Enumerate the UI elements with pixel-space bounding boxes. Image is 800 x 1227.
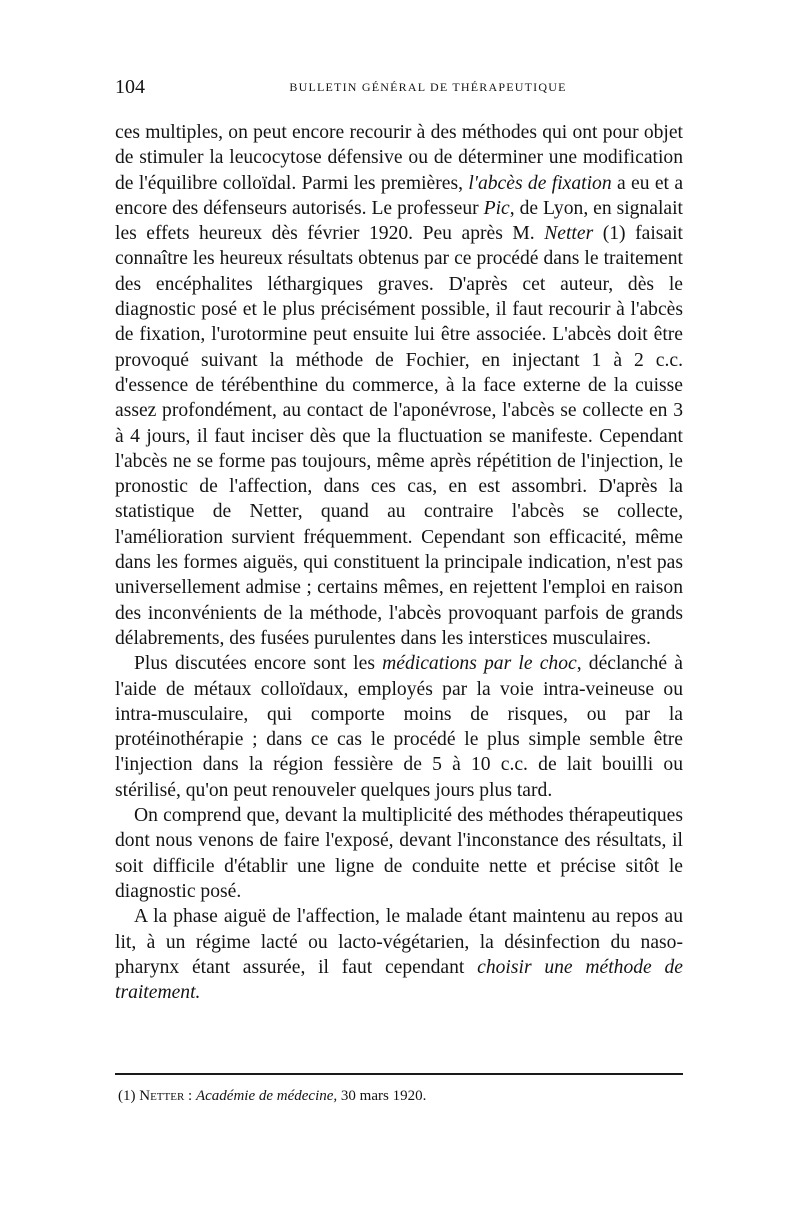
paragraph-2: Plus discutées encore sont les médications par le choc, déclanché à l'aide de métaux colloïdaux, employés par la voie intra-veineuse ou intra-musculaire, qui comporte moins de risques, ou par la protéinothérapie ; dans ce cas le procédé le plus simple semble être l'injection dans la région fessière de 5 à 10 c.c. de lait bouilli ou stérilisé, qu'on peut renouveler quelques jours plus tard. (115, 653, 683, 801)
emphasis-medications-par-le-choc: médications par le choc (382, 653, 577, 675)
emphasis-choisir-une-methode: choisir une méthode de traitement. (115, 956, 683, 1004)
running-title: BULLETIN GÉNÉRAL DE THÉRAPEUTIQUE (289, 80, 567, 94)
page-number: 104 (115, 76, 145, 98)
page-header (115, 76, 683, 100)
emphasis-abces-de-fixation: l'abcès de fixation (468, 172, 612, 194)
paragraph-1: ces multiples, on peut encore recourir à des méthodes qui ont pour objet de stimuler la leucocytose défensive ou de déterminer une modification de l'équilibre colloïdal. Parmi les premières, l'abcès de fixation a eu et a encore des défenseurs autorisés. Le professeur Pic, de Lyon, en signalait les effets heureux dès février 1920. Peu après M. Netter (1) faisait connaître les heureux résultats obtenus par ce procédé dans le traitement des encéphalites léthargiques graves. D'après cet auteur, dès le diagnostic posé et le plus précisément possible, il faut recourir à l'abcès de fixation, l'urotormine peut ensuite lui être associée. L'abcès doit être provoqué suivant la méthode de Fochier, en injectant 1 à 2 c.c. d'essence de térébenthine du commerce, à la face externe de la cuisse assez profondément, au contact de l'aponévrose, l'abcès se collecte en 3 à 4 jours, il faut inciser dès que la fluctuation se manifeste. Cependant l'abcès ne se forme pas toujours, même après répétition de l'injection, le pronostic de l'affection, dans ces cas, en est assombri. D'après la statistique de Netter, quand au contraire l'abcès se collecte, l'amélioration survient fréquemment. Cependant son efficacité, même dans les formes aiguës, qui constituent la principale indication, n'est pas universellement admise ; certains mêmes, en rejettent l'emploi en raison des inconvénients de la méthode, l'abcès provoquant parfois de grands délabrements, des fusées purulentes dans les interstices musculaires. (115, 122, 684, 649)
footnote-separator: : (184, 1088, 196, 1104)
footnote-marker: (1) (118, 1088, 136, 1104)
footnote-divider (115, 1073, 683, 1075)
paragraph-3: On comprend que, devant la multiplicité des méthodes thérapeutiques dont nous venons de faire l'exposé, devant l'inconstance des résultats, il soit difficile d'établir une ligne de conduite nette et précise sitôt le diagnostic posé. (115, 805, 683, 902)
footnote-author: Netter (139, 1088, 185, 1104)
footnote-date: 30 mars 1920. (337, 1088, 427, 1104)
author-netter: Netter (544, 223, 594, 245)
paragraph-4: A la phase aiguë de l'affection, le malade étant maintenu au repos au lit, à un régime lacté ou lacto-végétarien, la désinfection du naso-pharynx étant assurée, il faut cependant choisir une méthode de traitement. (115, 906, 683, 1004)
body-text (115, 120, 683, 1005)
footnote-source: Académie de médecine, (195, 1088, 338, 1104)
footnote (118, 1086, 678, 1106)
author-pic: Pic (483, 197, 510, 219)
